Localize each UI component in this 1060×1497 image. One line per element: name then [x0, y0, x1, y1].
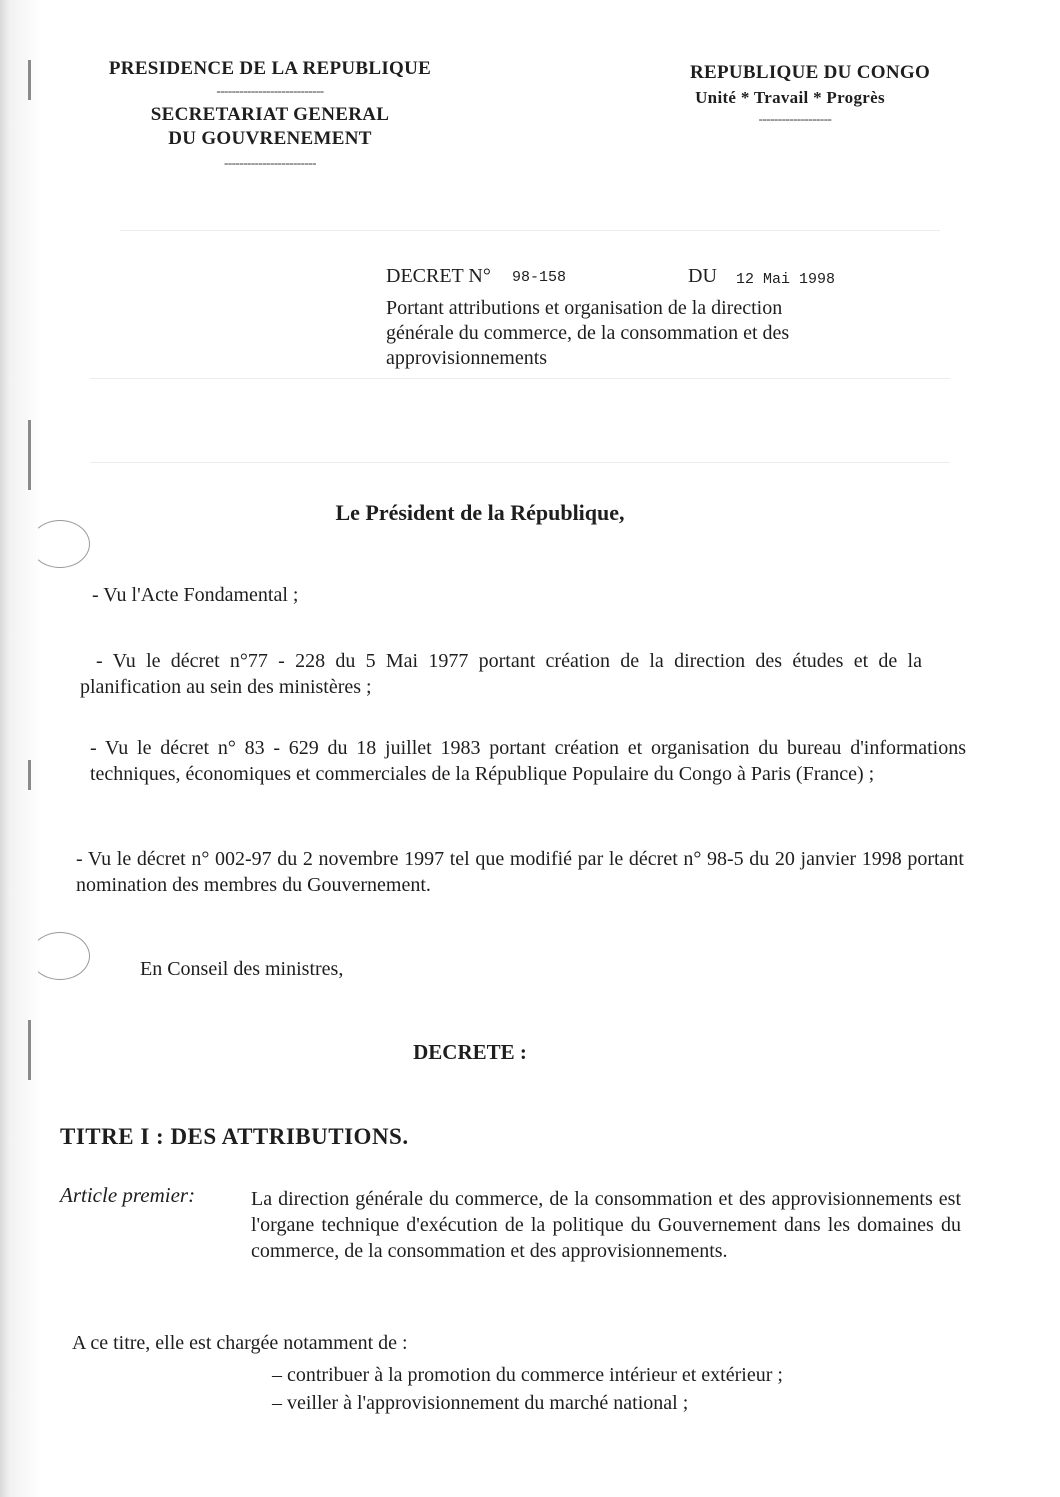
decree-label: DECRET N°: [386, 265, 491, 287]
scan-binding-edge: [0, 0, 42, 1497]
header-left-government: DU GOUVRENEMENT: [168, 128, 372, 149]
header-right-separator: -------------------: [758, 111, 832, 126]
scan-mark: [28, 760, 31, 790]
decree-du-label: DU: [688, 265, 717, 287]
article-1-text: La direction générale du commerce, de la consommation et des approvisionnements est l'organe technique d'exécution de la politique du Gouvernement dans les domaines du commerce, de la consommation et des approvisionnements.: [251, 1188, 961, 1262]
decree-subject-line: générale du commerce, de la consommation et des: [386, 322, 790, 344]
article-1-label: Article premier:: [60, 1183, 196, 1207]
visa-decret-002-97: - Vu le décret n° 002-97 du 2 novembre 1997 tel que modifié par le décret n° 98-5 du 20 janvier 1998 portant nomination des membres du Gouvernement.: [76, 848, 964, 896]
header-left-separator: ----------------------------: [216, 83, 324, 98]
a-ce-titre-line: A ce titre, elle est chargée notamment de :: [72, 1332, 408, 1354]
header-right-republic: REPUBLIQUE DU CONGO: [689, 62, 931, 83]
decree-number: 98-158: [512, 269, 567, 286]
bullet-promotion-commerce: – contribuer à la promotion du commerce intérieur et extérieur ;: [272, 1364, 783, 1386]
bleed-through: [90, 462, 950, 463]
decree-subject-line: Portant attributions et organisation de la direction: [386, 297, 783, 319]
header-right-motto: Unité * Travail * Progrès: [695, 88, 885, 107]
visa-acte-fondamental: - Vu l'Acte Fondamental ;: [92, 584, 299, 606]
bleed-through: [90, 378, 950, 379]
scan-mark: [28, 1020, 31, 1080]
council-line: En Conseil des ministres,: [140, 958, 344, 980]
president-heading: Le Président de la République,: [335, 500, 625, 525]
header-left-separator: ------------------------: [224, 155, 316, 170]
titre-1-heading: TITRE I : DES ATTRIBUTIONS.: [60, 1124, 409, 1149]
punch-hole: [30, 520, 90, 568]
decree-date: 12 Mai 1998: [736, 271, 836, 288]
scan-mark: [28, 420, 31, 490]
decrete-heading: DECRETE :: [413, 1040, 527, 1064]
header-left-presidency: PRESIDENCE DE LA REPUBLIQUE: [108, 58, 432, 79]
scan-mark: [28, 60, 31, 100]
punch-hole: [30, 932, 90, 980]
visa-decret-77-228: - Vu le décret n°77 - 228 du 5 Mai 1977 portant création de la direction des études et de la planification au sein des ministères ;: [80, 650, 922, 698]
header-left-secretariat: SECRETARIAT GENERAL: [150, 104, 390, 125]
decree-subject-line: approvisionnements: [386, 347, 548, 369]
bleed-through: [120, 230, 940, 231]
visa-decret-83-629: - Vu le décret n° 83 - 629 du 18 juillet 1983 portant création et organisation du bureau d'informations techniques, économiques et commerciales de la République Populaire du Congo à Paris (France) ;: [90, 737, 966, 785]
decree-subject: [386, 296, 926, 371]
bullet-approvisionnement: – veiller à l'approvisionnement du marché national ;: [272, 1392, 689, 1414]
